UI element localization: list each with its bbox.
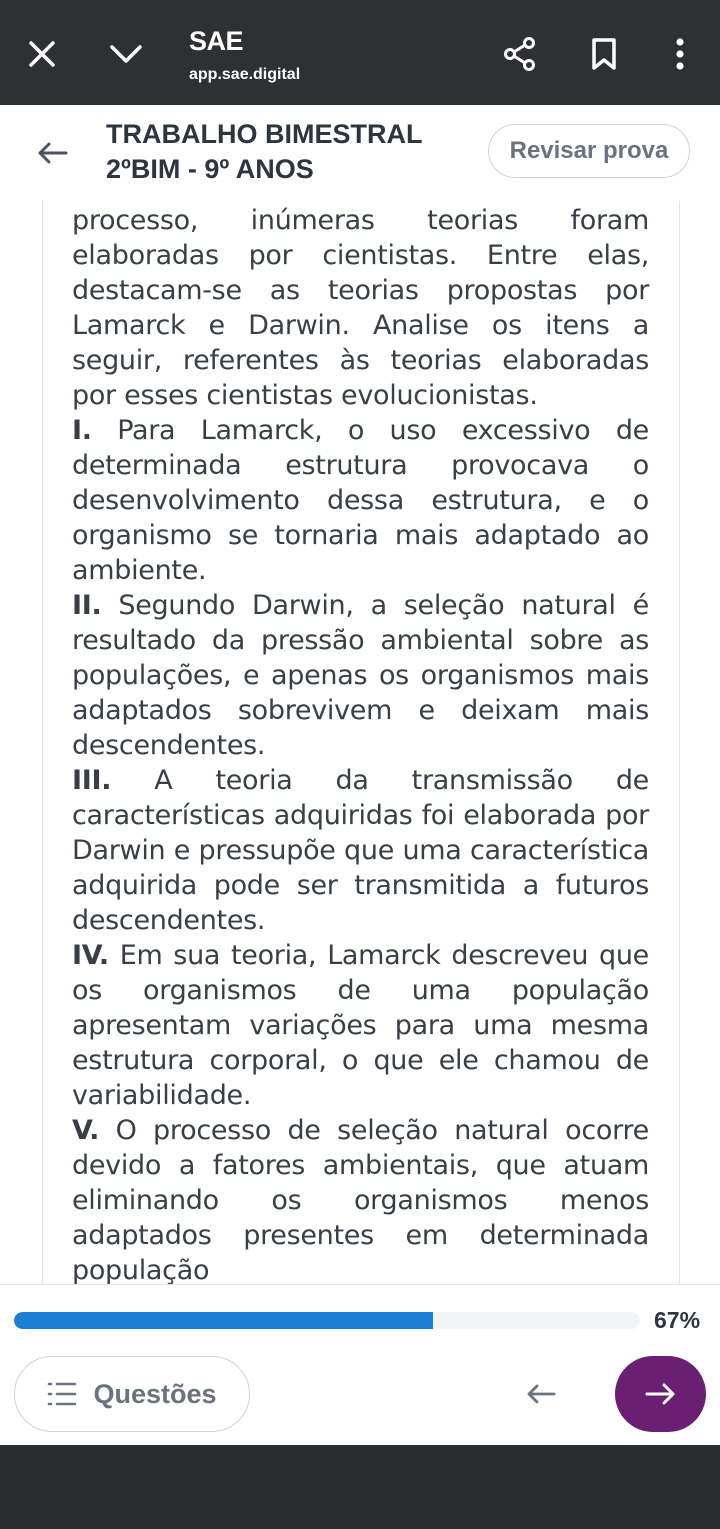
questions-button[interactable]: [14, 1356, 250, 1432]
statement-item: [72, 588, 649, 763]
progress-label: 67%: [654, 1307, 701, 1333]
browser-title: SAE: [189, 26, 244, 56]
progress-fill: [14, 1312, 433, 1329]
previous-question-button[interactable]: [516, 1374, 566, 1414]
next-question-button[interactable]: [615, 1356, 706, 1432]
page-title-line1: TRABALHO BIMESTRAL: [106, 119, 423, 149]
statement-marker: I.: [72, 415, 92, 446]
statement-item: [72, 1113, 649, 1284]
statement-text: Para Lamarck, o uso excessivo de determinada estrutura provocava o desenvolvimento dessa estrutura, e o organismo se tornaria mais adaptado ao ambiente.: [72, 415, 649, 586]
browser-url[interactable]: app.sae.digital: [189, 66, 301, 83]
chevron-down-icon[interactable]: [104, 32, 148, 76]
statement-marker: II.: [72, 590, 102, 621]
statement-marker: V.: [72, 1115, 100, 1146]
system-navigation-area: [0, 1445, 720, 1529]
question-intro: processo, inúmeras teorias foram elaboradas por cientistas. Entre elas, destacam-se as teorias propostas por Lamarck e Darwin. Analise os itens a seguir, referentes às teorias elaboradas por esses cientistas evolucionistas.: [72, 205, 649, 411]
app-header: [0, 105, 720, 202]
close-icon[interactable]: [20, 32, 64, 76]
question-content: [0, 201, 720, 1284]
arrow-right-icon: [645, 1382, 677, 1406]
statement-text: A teoria da transmissão de características adquiridas foi elaborada por Darwin e pressupõe que uma característica adquirida pode ser transmitida a futuros descendentes.: [72, 765, 649, 936]
page-title: [106, 117, 422, 187]
list-icon: [47, 1381, 77, 1407]
bottom-navigation: [0, 1284, 720, 1446]
progress-bar: [14, 1312, 640, 1329]
share-icon[interactable]: [498, 32, 542, 76]
browser-bar: [0, 0, 720, 105]
statement-text: Em sua teoria, Lamarck descreveu que os organismos de uma população apresentam variações para uma mesma estrutura corporal, o que ele chamou de variabilidade.: [72, 940, 649, 1111]
more-vertical-icon[interactable]: [658, 32, 702, 76]
review-exam-button[interactable]: Revisar prova: [488, 124, 690, 178]
statement-text: Segundo Darwin, a seleção natural é resultado da pressão ambiental sobre as populações, e apenas os organismos mais adaptados sobrevivem e deixam mais descendentes.: [72, 590, 649, 761]
questions-button-label: Questões: [93, 1378, 217, 1409]
statement-item: [72, 413, 649, 588]
arrow-left-icon: [526, 1383, 556, 1405]
statement-item: [72, 763, 649, 938]
page-title-line2: 2ºBIM - 9º ANOS: [106, 154, 314, 184]
statement-item: [72, 938, 649, 1113]
question-text: [72, 203, 649, 1284]
statement-marker: IV.: [72, 940, 109, 971]
statement-marker: III.: [72, 765, 112, 796]
statement-text: O processo de seleção natural ocorre devido a fatores ambientais, que atuam eliminando os organismos menos adaptados presentes em determinada população: [72, 1115, 649, 1284]
back-arrow-icon[interactable]: [30, 131, 74, 175]
bookmark-icon[interactable]: [582, 32, 626, 76]
